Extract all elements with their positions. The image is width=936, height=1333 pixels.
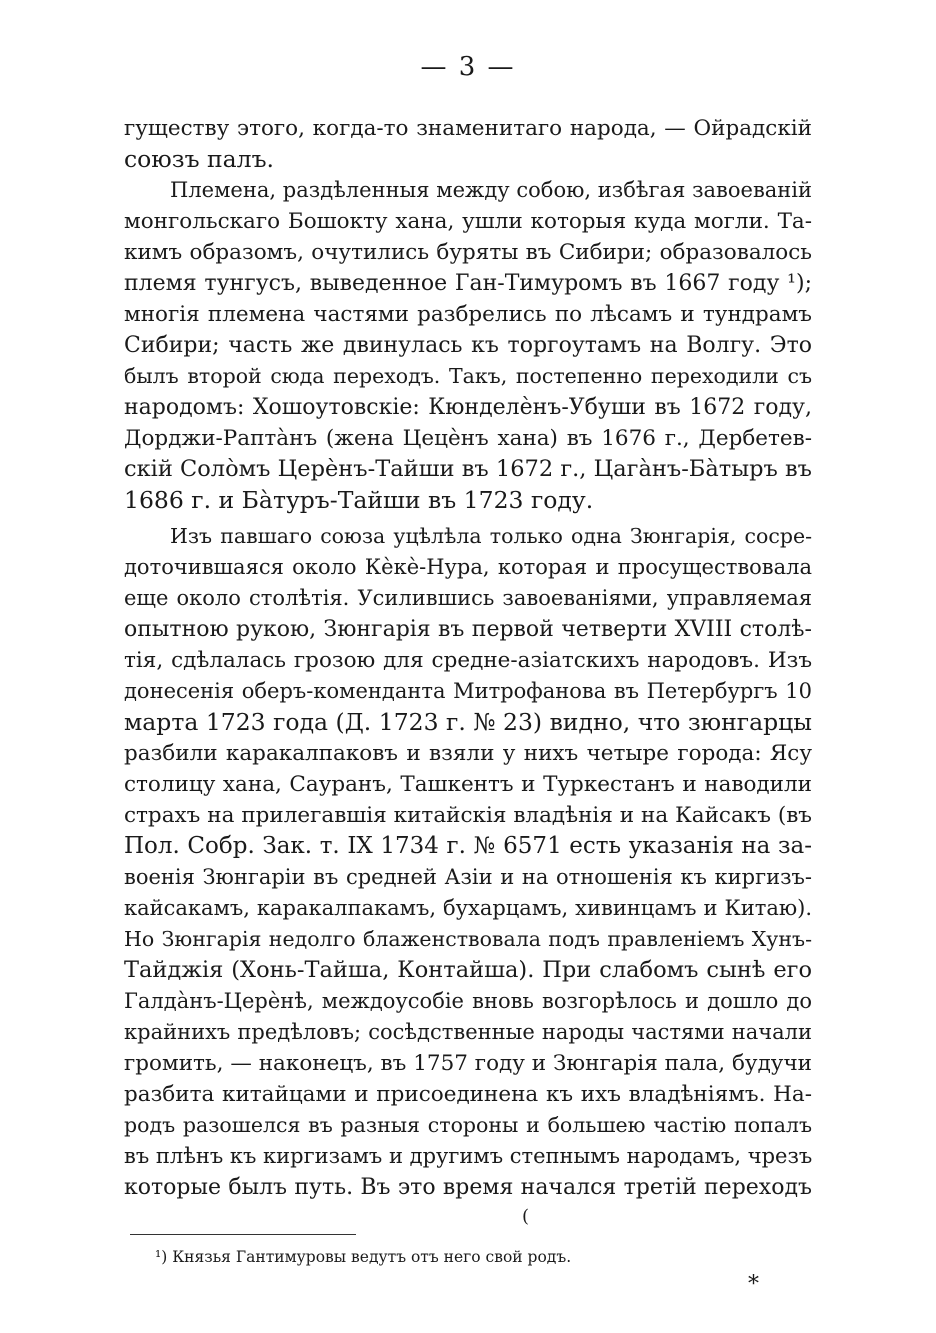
text-line: еще около столѣтія. Усилившись завоеваніями, управляемая bbox=[124, 586, 812, 610]
text-line: тія, сдѣлалась грозою для средне-азіатскихъ народовъ. Изъ bbox=[124, 648, 812, 673]
asterisk-mark: * bbox=[748, 1272, 759, 1297]
text-line: монгольскаго Бошокту хана, ушли которыя куда могли. Та- bbox=[124, 209, 812, 234]
text-line: Дорджи-Раптàнъ (жена Цецѐнъ хана) въ 1676 г., Дербетев- bbox=[124, 426, 812, 451]
text-line: родъ разошелся въ разныя стороны и большею частію попалъ bbox=[124, 1113, 812, 1137]
text-line: союзъ палъ. bbox=[124, 145, 275, 173]
text-line: Тайджія (Хонь-Тайша, Контайша). При слабомъ сынѣ его bbox=[124, 957, 812, 983]
text-line: кайсакамъ, каракалпакамъ, бухарцамъ, хивинцамъ и Китаю). bbox=[124, 896, 812, 920]
page-number: — 3 — bbox=[420, 52, 516, 82]
text-line: племя тунгусъ, выведенное Ган-Тимуромъ въ 1667 году ¹); bbox=[124, 271, 812, 296]
footnote: ¹) Князья Гантимуровы ведутъ отъ него свой родъ. bbox=[155, 1248, 572, 1266]
text-line: опытною рукою, Зюнгарія въ первой четверти XVIII столѣ- bbox=[124, 617, 812, 642]
text-line: Галдàнъ-Церѐнѣ, междоусобіе вновь возгорѣлось и дошло до bbox=[124, 989, 812, 1013]
text-line: которые былъ путь. Въ это время начался третій переходъ bbox=[124, 1175, 812, 1200]
text-line: 1686 г. и Бàтуръ-Тайши въ 1723 году. bbox=[124, 486, 594, 514]
text-line: военія Зюнгаріи въ средней Азіи и на отношенія къ киргизъ- bbox=[124, 865, 812, 889]
text-line: Сибири; часть же двинулась къ торгоутамъ на Волгу. Это bbox=[124, 333, 812, 358]
text-line: Пол. Собр. Зак. т. IX 1734 г. № 6571 есть указанія на за- bbox=[124, 833, 812, 859]
footnote-divider bbox=[130, 1234, 356, 1235]
text-line: разбита китайцами и присоединена къ ихъ владѣніямъ. На- bbox=[124, 1082, 812, 1107]
text-line: многія племена частями разбрелись по лѣсамъ и тундрамъ bbox=[124, 302, 812, 327]
text-line: былъ второй сюда переходъ. Такъ, постепенно переходили съ bbox=[124, 364, 812, 388]
text-line: крайнихъ предѣловъ; сосѣдственные народы частями начали bbox=[124, 1020, 812, 1044]
text-line: народомъ: Хошоутовскіе: Кюнделѐнъ-Убуши въ 1672 году, bbox=[124, 395, 812, 420]
text-line: разбили каракалпаковъ и взяли у нихъ четыре города: Ясу bbox=[124, 741, 812, 766]
text-line: доточившаяся около Кѐкѐ-Нура, которая и просуществовала bbox=[124, 555, 812, 579]
text-line: громить, — наконецъ, въ 1757 году и Зюнгарія пала, будучи bbox=[124, 1051, 812, 1076]
text-line: скій Солòмъ Церѐнъ-Тайши въ 1672 г., Цагàнъ-Бàтыръ въ bbox=[124, 456, 812, 482]
text-line: Изъ павшаго союза уцѣлѣла только одна Зюнгарія, сосре- bbox=[170, 524, 812, 548]
text-line: въ плѣнъ къ киргизамъ и другимъ степнымъ народамъ, чрезъ bbox=[124, 1144, 813, 1168]
text-line: Племена, раздѣленныя между собою, избѣгая завоеваній bbox=[170, 178, 812, 202]
text-line: марта 1723 года (Д. 1723 г. № 23) видно, что зюнгарцы bbox=[124, 708, 812, 736]
text-line: столицу хана, Сауранъ, Ташкентъ и Туркестанъ и наводили bbox=[124, 772, 812, 797]
text-line: кимъ образомъ, очутились буряты въ Сибири; образовалось bbox=[124, 240, 812, 265]
text-line: донесенія оберъ-коменданта Митрофанова въ Петербургъ 10 bbox=[124, 679, 812, 703]
text-line: Но Зюнгарія недолго блаженствовала подъ правленіемъ Хунъ- bbox=[124, 927, 812, 951]
text-line: гуществу этого, когда-то знаменитаго народа, — Ойрадскій bbox=[124, 116, 812, 141]
text-line: страхъ на прилегавшія китайскія владѣнія и на Кайсакъ (въ bbox=[124, 803, 812, 828]
stray-mark: ( bbox=[522, 1206, 530, 1227]
